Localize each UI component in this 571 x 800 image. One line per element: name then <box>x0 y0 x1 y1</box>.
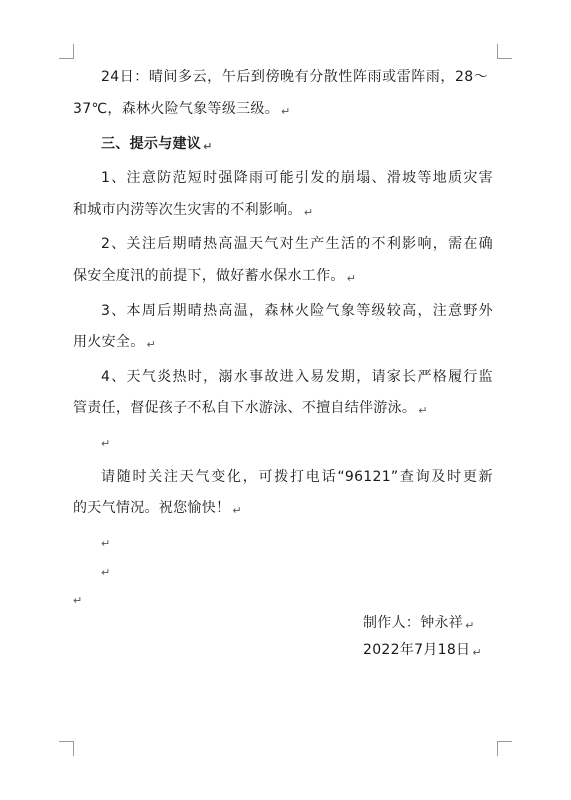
weather-forecast-line-2[interactable]: 37℃，森林火险气象等级三级。 ↵ <box>73 101 291 118</box>
empty-paragraph-mark-icon: ↵ <box>101 437 111 450</box>
empty-paragraph-mark-icon: ↵ <box>101 537 111 550</box>
tip-4-line-1[interactable]: 4、天气炎热时，溺水事故进入易发期，请家长严格履行监 <box>101 369 493 385</box>
paragraph-mark-icon: ↵ <box>472 646 482 659</box>
paragraph-mark-icon: ↵ <box>232 504 242 517</box>
paragraph-mark-icon: ↵ <box>281 105 291 118</box>
tip-1-line-2[interactable]: 和城市内涝等次生灾害的不利影响。 ↵ <box>73 202 314 219</box>
crop-mark-top-left <box>59 44 74 59</box>
signature-author[interactable]: 制作人：钟永祥 ↵ <box>363 615 475 632</box>
closing-line-2[interactable]: 的天气情况。祝您愉快！ ↵ <box>73 500 242 517</box>
crop-mark-bottom-left <box>59 741 74 756</box>
paragraph-mark-icon: ↵ <box>146 338 157 351</box>
tip-2-line-1[interactable]: 2、关注后期晴热高温天气对生产生活的不利影响，需在确 <box>101 236 493 252</box>
tip-2-line-2[interactable]: 保安全度汛的前提下，做好蓄水保水工作。 ↵ <box>73 268 357 285</box>
tip-4-line-2[interactable]: 管责任，督促孩子不私自下水游泳、不擅自结伴游泳。 ↵ <box>73 400 428 417</box>
tip-3-line-1[interactable]: 3、本周后期晴热高温，森林火险气象等级较高，注意野外 <box>101 303 493 319</box>
tip-3-line-2[interactable]: 用火安全。 ↵ <box>73 334 157 351</box>
paragraph-mark-icon: ↵ <box>465 619 475 632</box>
crop-mark-top-right <box>497 44 512 59</box>
paragraph-mark-icon: ↵ <box>303 206 314 219</box>
signature-date[interactable]: 2022年7月18日 ↵ <box>363 642 482 659</box>
empty-paragraph-mark-icon: ↵ <box>73 594 83 607</box>
paragraph-mark-icon: ↵ <box>203 140 213 153</box>
section-heading[interactable]: 三、提示与建议 ↵ <box>101 136 213 153</box>
paragraph-mark-icon: ↵ <box>346 272 357 285</box>
empty-paragraph-mark-icon: ↵ <box>101 566 111 579</box>
weather-forecast-line-1[interactable]: 24日：晴间多云，午后到傍晚有分散性阵雨或雷阵雨，28～ <box>101 69 488 85</box>
tip-1-line-1[interactable]: 1、注意防范短时强降雨可能引发的崩塌、滑坡等地质灾害 <box>101 170 493 186</box>
closing-line-1[interactable]: 请随时关注天气变化，可拨打电话“96121”查询及时更新 <box>101 469 493 485</box>
crop-mark-bottom-right <box>497 741 512 756</box>
paragraph-mark-icon: ↵ <box>418 404 428 417</box>
